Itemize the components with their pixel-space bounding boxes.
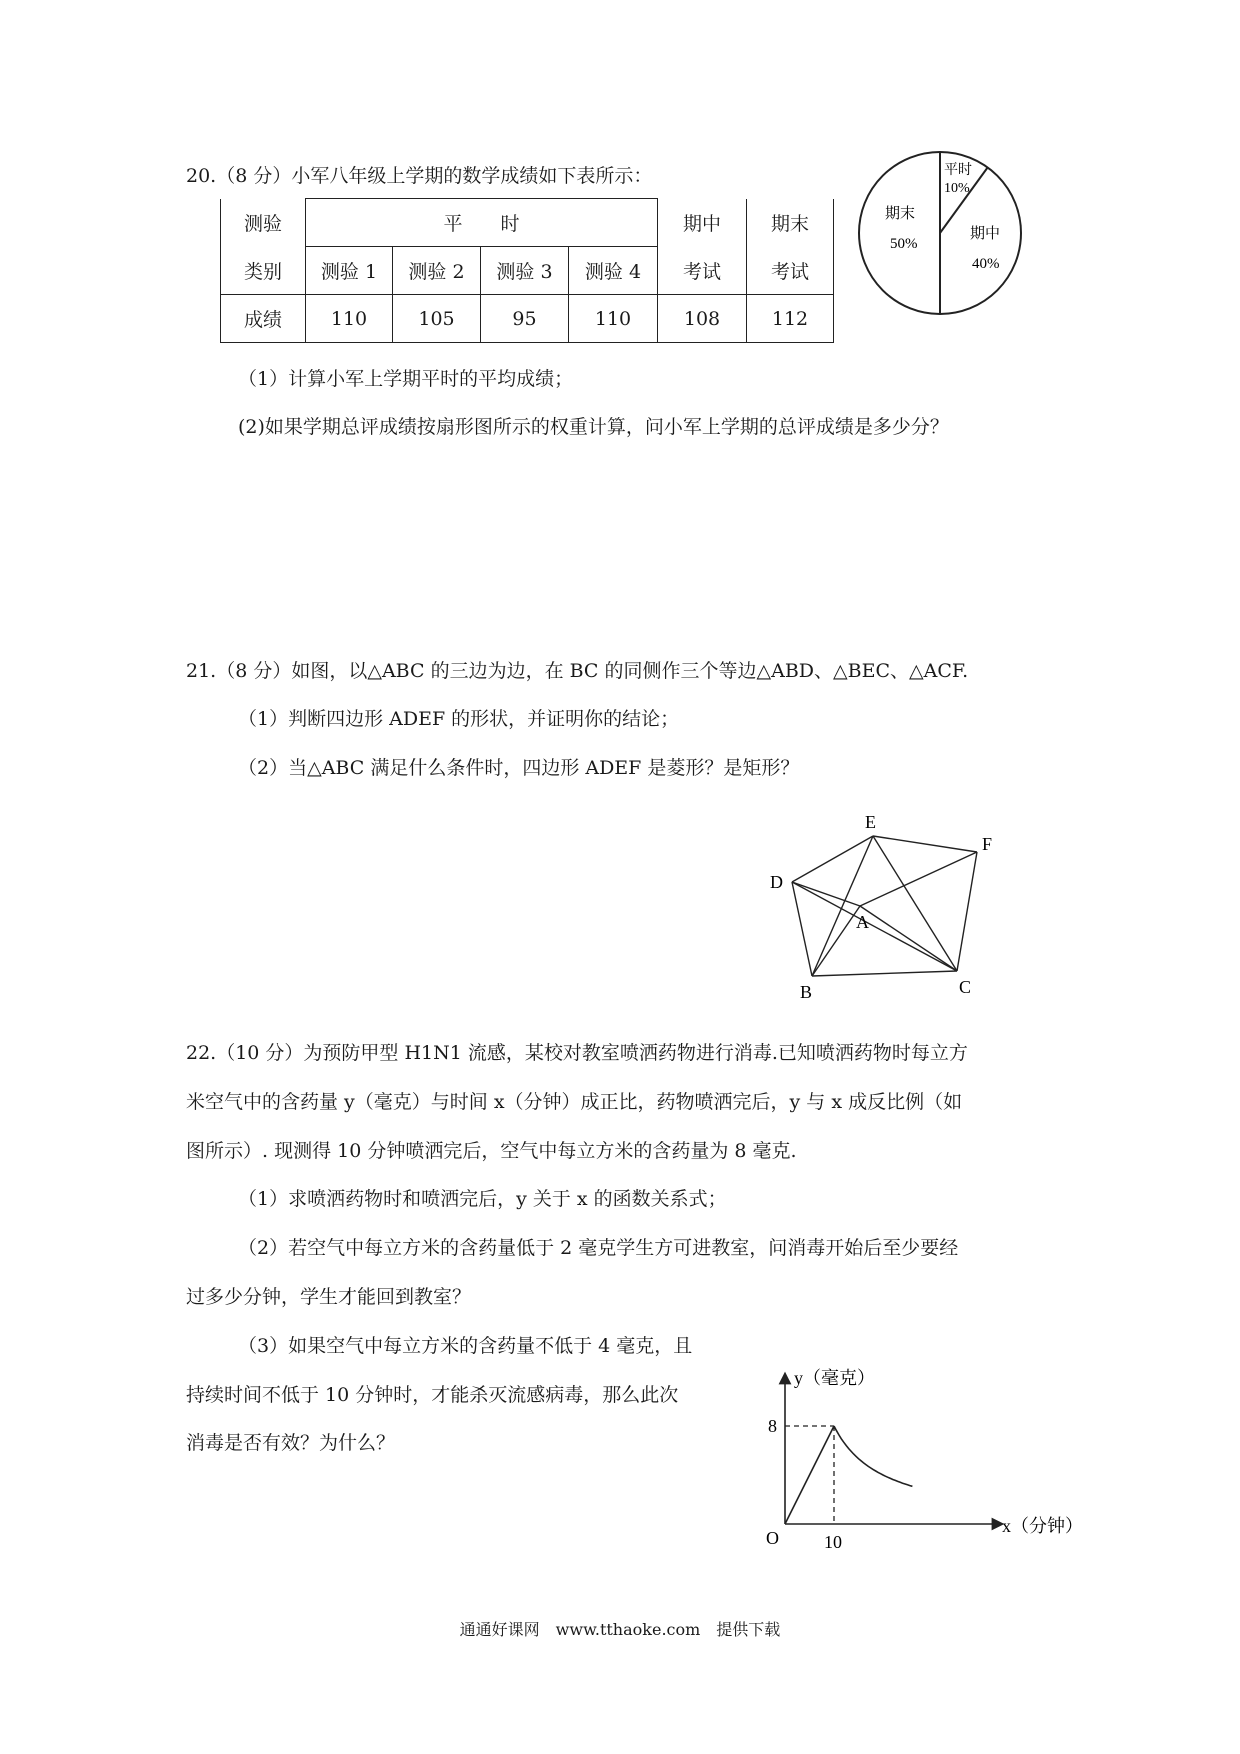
y-tick-label: 8: [768, 1416, 777, 1436]
q21-stem: 21.（8 分）如图，以△ABC 的三边为边，在 BC 的同侧作三个等边△ABD、△BEC、△ACF.: [186, 660, 969, 682]
point-label-e: E: [865, 812, 876, 832]
q22-part3-line2: 持续时间不低于 10 分钟时，才能杀灭流感病毒，那么此次: [186, 1384, 679, 1406]
score-cell: 112: [747, 295, 834, 343]
inverse-curve: [834, 1426, 912, 1486]
header-cell-final-bottom: 考试: [747, 247, 834, 295]
point-label-a: A: [856, 912, 869, 932]
y-axis-label: y（毫克）: [794, 1368, 875, 1388]
pie-label-regular: 平时: [944, 163, 972, 178]
score-table: [220, 198, 834, 343]
header-cell-midterm-top: 期中: [658, 199, 747, 247]
q22-part1: （1）求喷洒药物时和喷洒完后，y 关于 x 的函数关系式；: [238, 1188, 727, 1210]
row-label-score: 成绩: [221, 295, 306, 343]
linear-segment: [785, 1426, 834, 1524]
q21-part1: （1）判断四边形 ADEF 的形状，并证明你的结论；: [238, 708, 680, 730]
q22-part3-line3: 消毒是否有效？为什么？: [186, 1432, 396, 1454]
q22-line1: 22.（10 分）为预防甲型 H1N1 流感，某校对教室喷洒药物进行消毒.已知喷洒药物时每立方: [186, 1042, 968, 1064]
pie-label-final: 期末: [885, 206, 916, 222]
header-cell-test-3: 测验 3: [481, 247, 569, 295]
q20-part1: （1）计算小军上学期平时的平均成绩；: [238, 368, 574, 390]
geometry-figure: [730, 808, 1010, 1008]
header-cell-category-top: 测验: [221, 199, 306, 247]
q22-line2: 米空气中的含药量 y（毫克）与时间 x（分钟）成正比，药物喷洒完后，y 与 x 成反比例（如: [186, 1091, 963, 1113]
score-cell: 110: [569, 295, 658, 343]
q21-part2: （2）当△ABC 满足什么条件时，四边形 ADEF 是菱形？是矩形？: [238, 757, 800, 779]
q22-part3-line1: （3）如果空气中每立方米的含药量不低于 4 毫克，且: [238, 1335, 693, 1357]
header-cell-category-bottom: 类别: [221, 247, 306, 295]
pie-pct-midterm: 40%: [972, 256, 1000, 272]
point-label-f: F: [982, 834, 993, 854]
q20-part2: (2)如果学期总评成绩按扇形图所示的权重计算，问小军上学期的总评成绩是多少分？: [238, 416, 949, 438]
score-cell: 95: [481, 295, 569, 343]
score-cell: 108: [658, 295, 747, 343]
x-axis-label: x（分钟）: [1002, 1516, 1083, 1536]
x-tick-label: 10: [824, 1532, 842, 1552]
dosage-graph: [750, 1366, 1095, 1566]
point-label-b: B: [800, 982, 813, 1002]
pie-pct-final: 50%: [890, 236, 918, 252]
q22-line3: 图所示）. 现测得 10 分钟喷洒完后，空气中每立方米的含药量为 8 毫克.: [186, 1140, 797, 1162]
header-cell-final-top: 期末: [747, 199, 834, 247]
header-cell-pingshi: 平 时: [306, 199, 658, 247]
pie-pct-regular: 10%: [944, 181, 970, 196]
score-cell: 110: [306, 295, 393, 343]
header-cell-midterm-bottom: 考试: [658, 247, 747, 295]
point-label-d: D: [770, 872, 783, 892]
pie-label-midterm: 期中: [970, 226, 1001, 242]
header-cell-test-2: 测验 2: [393, 247, 481, 295]
header-cell-test-1: 测验 1: [306, 247, 393, 295]
origin-label: O: [766, 1528, 779, 1548]
score-cell: 105: [393, 295, 481, 343]
page-footer: 通通好课网 www.tthaoke.com 提供下载: [459, 1620, 781, 1639]
q22-part2-line2: 过多少分钟，学生才能回到教室？: [186, 1286, 472, 1308]
header-cell-test-4: 测验 4: [569, 247, 658, 295]
q22-part2-line1: （2）若空气中每立方米的含药量低于 2 毫克学生方可进教室，问消毒开始后至少要经: [238, 1237, 959, 1259]
weight-pie-chart: [850, 148, 1030, 328]
q20-stem: 20.（8 分）小军八年级上学期的数学成绩如下表所示：: [186, 165, 653, 187]
point-label-c: C: [959, 977, 972, 997]
